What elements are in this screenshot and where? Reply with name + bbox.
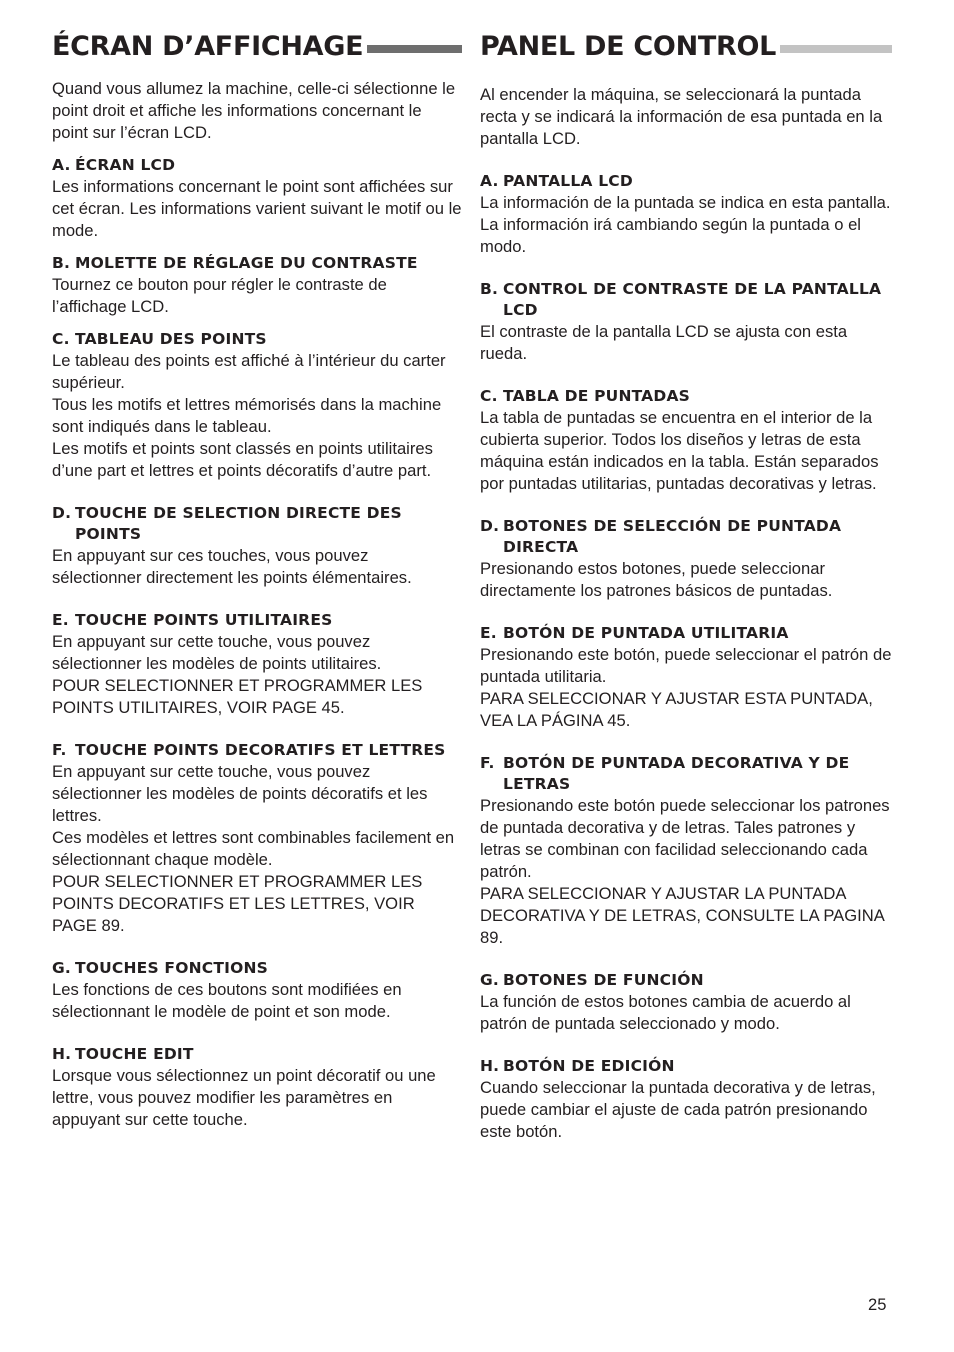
- section-body: Les fonctions de ces boutons sont modifiées en sélectionnant le modèle de point et son mode.: [52, 980, 402, 1021]
- french-title-row: [52, 28, 462, 64]
- section-letter: C.: [480, 387, 498, 405]
- section-heading: [480, 623, 892, 644]
- section-title: TOUCHE POINTS UTILITAIRES: [75, 611, 333, 629]
- section-body: Presionando este botón puede seleccionar los patrones de puntada decorativa y de letras. Tales patrones y letras se combinan con facilidad seleccionando cada patrón. PARA SELECCIONAR Y AJUSTAR LA PUNTADA DECORATIVA Y DE LETRAS, CONSULTE LA PAGINA 89.: [480, 796, 890, 947]
- spanish-column: [480, 28, 892, 1143]
- spanish-section-f: [480, 753, 892, 949]
- section-body: En appuyant sur cette touche, vous pouvez sélectionner les modèles de points décoratifs et les lettres. Ces modèles et lettres sont combinables facilement en sélectionnant chaque modèle. POUR SELECTIONNER ET PROGRAMMER LES POINTS DECORATIFS ET LES LETTRES, VOIR PAGE 89.: [52, 762, 455, 935]
- french-title-rule: [367, 45, 462, 53]
- spanish-section-e: [480, 623, 892, 732]
- section-heading: [52, 958, 462, 979]
- section-heading: [480, 1056, 892, 1077]
- french-section-h: [52, 1044, 462, 1131]
- section-heading: [52, 329, 462, 350]
- french-section-a: [52, 155, 462, 242]
- section-title: TOUCHE DE SELECTION DIRECTE DES POINTS: [75, 504, 402, 543]
- section-heading: [52, 155, 462, 176]
- section-heading: [480, 171, 892, 192]
- section-body: El contraste de la pantalla LCD se ajusta con esta rueda.: [480, 322, 848, 363]
- section-title: BOTÓN DE PUNTADA UTILITARIA: [503, 624, 789, 642]
- section-body: En appuyant sur ces touches, vous pouvez sélectionner directement les points élémentaires.: [52, 546, 412, 587]
- section-body: La tabla de puntadas se encuentra en el interior de la cubierta superior. Todos los diseños y letras de esta máquina están indicados en la tabla. Están separados por puntadas utilitarias, puntadas decorativas y letras.: [480, 408, 879, 493]
- section-title: TOUCHE EDIT: [75, 1045, 194, 1063]
- section-heading: [52, 740, 462, 761]
- section-heading: [480, 279, 892, 321]
- section-body: Les informations concernant le point sont affichées sur cet écran. Les informations varient suivant le motif ou le mode.: [52, 177, 462, 240]
- section-heading: [52, 1044, 462, 1065]
- section-letter: F.: [480, 754, 495, 772]
- section-body: Presionando estos botones, puede seleccionar directamente los patrones básicos de puntadas.: [480, 559, 833, 600]
- spanish-intro: Al encender la máquina, se seleccionará la puntada recta y se indicará la información de esa puntada en la pantalla LCD.: [480, 85, 883, 148]
- section-letter: E.: [52, 611, 69, 629]
- french-section-b: [52, 253, 462, 318]
- section-letter: A.: [52, 156, 71, 174]
- section-letter: G.: [480, 971, 500, 989]
- section-title: ÉCRAN LCD: [75, 156, 176, 174]
- section-heading: [52, 610, 462, 631]
- section-letter: D.: [480, 517, 500, 535]
- section-title: BOTÓN DE EDICIÓN: [503, 1057, 675, 1075]
- section-letter: A.: [480, 172, 499, 190]
- section-body: La información de la puntada se indica en esta pantalla. La información irá cambiando según la puntada o el modo.: [480, 193, 891, 256]
- section-heading: [52, 503, 462, 545]
- section-heading: [480, 753, 892, 795]
- section-heading: [480, 386, 892, 407]
- section-title: PANTALLA LCD: [503, 172, 633, 190]
- section-body: Tournez ce bouton pour régler le contraste de l’affichage LCD.: [52, 275, 387, 316]
- french-section-f: [52, 740, 462, 937]
- section-body: La función de estos botones cambia de acuerdo al patrón de puntada seleccionado y modo.: [480, 992, 851, 1033]
- section-heading: [52, 253, 462, 274]
- spanish-section-d: [480, 516, 892, 602]
- section-letter: H.: [480, 1057, 500, 1075]
- section-title: MOLETTE DE RÉGLAGE DU CONTRASTE: [75, 254, 418, 272]
- french-section-c: [52, 329, 462, 482]
- section-letter: H.: [52, 1045, 72, 1063]
- french-section-e: [52, 610, 462, 719]
- spanish-title-row: [480, 28, 892, 64]
- french-section-g: [52, 958, 462, 1023]
- spanish-section-a: [480, 171, 892, 258]
- section-heading: [480, 970, 892, 991]
- section-body: Presionando este botón, puede seleccionar el patrón de puntada utilitaria. PARA SELECCIONAR Y AJUSTAR ESTA PUNTADA, VEA LA PÁGINA 45.: [480, 645, 892, 730]
- section-title: TOUCHE POINTS DECORATIFS ET LETTRES: [75, 741, 446, 759]
- section-body: En appuyant sur cette touche, vous pouvez sélectionner les modèles de points utilitaires. POUR SELECTIONNER ET PROGRAMMER LES POINTS UTILITAIRES, VOIR PAGE 45.: [52, 632, 423, 717]
- spanish-title: PANEL DE CONTROL: [480, 30, 777, 62]
- french-column: [52, 28, 462, 1131]
- spanish-section-c: [480, 386, 892, 495]
- section-body: Le tableau des points est affiché à l’intérieur du carter supérieur. Tous les motifs et lettres mémorisés dans la machine sont indiqués dans le tableau. Les motifs et points sont classés en points utilitaires d’une part et lettres et points décoratifs d’autre part.: [52, 351, 446, 480]
- section-heading: [480, 516, 892, 558]
- section-title: TABLEAU DES POINTS: [75, 330, 267, 348]
- section-title: BOTÓN DE PUNTADA DECORATIVA Y DE LETRAS: [503, 754, 850, 793]
- section-title: TABLA DE PUNTADAS: [503, 387, 691, 405]
- section-title: CONTROL DE CONTRASTE DE LA PANTALLA LCD: [503, 280, 882, 319]
- section-title: BOTONES DE SELECCIÓN DE PUNTADA DIRECTA: [503, 517, 842, 556]
- section-letter: B.: [480, 280, 499, 298]
- spanish-section-h: [480, 1056, 892, 1143]
- section-body: Cuando seleccionar la puntada decorativa y de letras, puede cambiar el ajuste de cada patrón presionando este botón.: [480, 1078, 876, 1141]
- section-letter: B.: [52, 254, 71, 272]
- french-title: ÉCRAN D’AFFICHAGE: [52, 30, 364, 62]
- spanish-section-g: [480, 970, 892, 1035]
- section-letter: G.: [52, 959, 72, 977]
- section-letter: D.: [52, 504, 72, 522]
- section-body: Lorsque vous sélectionnez un point décoratif ou une lettre, vous pouvez modifier les paramètres en appuyant sur cette touche.: [52, 1066, 436, 1129]
- section-title: BOTONES DE FUNCIÓN: [503, 971, 704, 989]
- section-letter: C.: [52, 330, 70, 348]
- french-intro: Quand vous allumez la machine, celle-ci sélectionne le point droit et affiche les informations concernant le point sur l’écran LCD.: [52, 79, 456, 142]
- section-title: TOUCHES FONCTIONS: [75, 959, 268, 977]
- french-section-d: [52, 503, 462, 589]
- page-number: 25: [868, 1295, 887, 1314]
- spanish-section-b: [480, 279, 892, 365]
- section-letter: E.: [480, 624, 497, 642]
- spanish-title-rule: [780, 45, 892, 53]
- section-letter: F.: [52, 741, 67, 759]
